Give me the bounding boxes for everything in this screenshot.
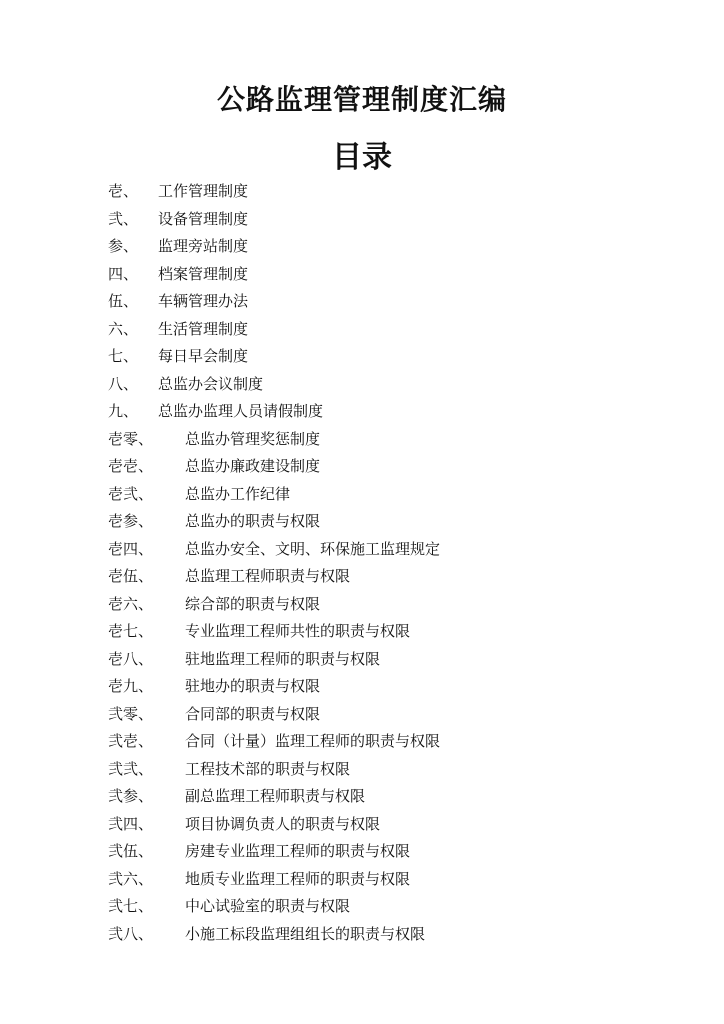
toc-entry-title: 合同部的职责与权限 xyxy=(185,704,321,723)
toc-entry-number: 壱弐、 xyxy=(108,484,154,503)
toc-entry-title: 专业监理工程师共性的职责与权限 xyxy=(185,622,411,640)
toc-entry-number: 弐八、 xyxy=(108,924,154,943)
toc-entry-title: 地质专业监理工程师的职责与权限 xyxy=(185,869,411,888)
toc-entry[interactable] xyxy=(108,866,440,894)
toc-entry[interactable] xyxy=(108,398,440,426)
toc-entry-number: 九、 xyxy=(108,402,139,420)
toc-entry[interactable] xyxy=(108,426,440,454)
toc-entry-title: 每日早会制度 xyxy=(158,347,249,365)
toc-entry-title: 副总监理工程师职责与权限 xyxy=(185,787,366,805)
toc-entry-number: 弐零、 xyxy=(108,704,154,723)
document-title: 公路监理管理制度汇编 xyxy=(216,83,507,116)
toc-entry[interactable] xyxy=(108,838,440,866)
toc-entry-title: 监理旁站制度 xyxy=(158,237,249,255)
toc-entry[interactable] xyxy=(108,563,440,591)
toc-entry[interactable] xyxy=(108,536,440,564)
toc-entry-number: 壱壱、 xyxy=(108,457,154,475)
toc-entry[interactable] xyxy=(108,343,440,371)
toc-entry[interactable] xyxy=(108,233,440,261)
toc-entry-number: 伍、 xyxy=(108,292,139,310)
toc-entry[interactable] xyxy=(108,508,440,536)
toc-entry[interactable] xyxy=(108,261,440,289)
toc-entry[interactable] xyxy=(108,288,440,316)
toc-entry-number: 壱四、 xyxy=(108,539,154,558)
toc-entry-title: 生活管理制度 xyxy=(158,319,249,338)
toc-entry-title: 设备管理制度 xyxy=(158,209,249,228)
toc-entry-number: 四、 xyxy=(108,264,139,283)
toc-entry[interactable] xyxy=(108,646,440,674)
toc-entry-number: 弐七、 xyxy=(108,897,154,915)
toc-entry-number: 壱参、 xyxy=(108,512,154,530)
toc-entry-title: 小施工标段监理组组长的职责与权限 xyxy=(185,924,426,943)
toc-entry[interactable] xyxy=(108,893,440,921)
toc-entry-title: 工作管理制度 xyxy=(158,182,249,200)
toc-entry-title: 合同（计量）监理工程师的职责与权限 xyxy=(185,732,441,750)
toc-entry[interactable] xyxy=(108,728,440,756)
toc-entry[interactable] xyxy=(108,453,440,481)
toc-entry[interactable] xyxy=(108,618,440,646)
toc-entry-number: 弐四、 xyxy=(108,814,154,833)
toc-entry-number: 弐壱、 xyxy=(108,732,154,750)
toc-entry[interactable] xyxy=(108,701,440,729)
toc-entry[interactable] xyxy=(108,371,440,399)
toc-entry[interactable] xyxy=(108,673,440,701)
toc-entry[interactable] xyxy=(108,206,440,234)
toc-heading: 目录 xyxy=(332,140,392,175)
toc-entry-number: 壱九、 xyxy=(108,677,154,695)
toc-entry-number: 弐六、 xyxy=(108,869,154,888)
toc-entry-number: 壱伍、 xyxy=(108,567,154,585)
toc-entry-title: 中心试验室的职责与权限 xyxy=(185,897,351,915)
toc-entry[interactable] xyxy=(108,921,440,949)
toc-entry-title: 总监理工程师职责与权限 xyxy=(185,567,351,585)
toc-entry[interactable] xyxy=(108,316,440,344)
toc-entry[interactable] xyxy=(108,591,440,619)
toc-entry[interactable] xyxy=(108,178,440,206)
toc-entry-title: 档案管理制度 xyxy=(158,264,249,283)
toc-entry-title: 车辆管理办法 xyxy=(158,292,249,310)
toc-entry-title: 总监办工作纪律 xyxy=(185,484,291,503)
toc-entry-title: 总监办会议制度 xyxy=(158,374,264,393)
toc-entry-number: 壱八、 xyxy=(108,649,154,668)
toc-entry-number: 壱六、 xyxy=(108,594,154,613)
toc-entry[interactable] xyxy=(108,783,440,811)
toc-entry-number: 六、 xyxy=(108,319,139,338)
toc-entry-number: 弐伍、 xyxy=(108,842,154,860)
toc-entry-title: 总监办安全、文明、环保施工监理规定 xyxy=(185,539,441,558)
toc-entry-title: 总监办廉政建设制度 xyxy=(185,457,321,475)
toc-entry[interactable] xyxy=(108,811,440,839)
toc-entry-number: 八、 xyxy=(108,374,139,393)
toc-entry-title: 驻地办的职责与权限 xyxy=(185,677,321,695)
toc-entry-title: 总监办的职责与权限 xyxy=(185,512,321,530)
toc-entry-number: 参、 xyxy=(108,237,139,255)
toc-entry[interactable] xyxy=(108,756,440,784)
toc-entry-title: 房建专业监理工程师的职责与权限 xyxy=(185,842,411,860)
toc-entry[interactable] xyxy=(108,481,440,509)
toc-entry-title: 总监办管理奖惩制度 xyxy=(185,429,321,448)
table-of-contents xyxy=(108,178,440,948)
toc-entry-number: 七、 xyxy=(108,347,139,365)
toc-entry-number: 弐、 xyxy=(108,209,139,228)
toc-entry-title: 驻地监理工程师的职责与权限 xyxy=(185,649,381,668)
toc-entry-number: 弐弐、 xyxy=(108,759,154,778)
toc-entry-number: 弐参、 xyxy=(108,787,154,805)
toc-entry-title: 项目协调负责人的职责与权限 xyxy=(185,814,381,833)
toc-entry-title: 工程技术部的职责与权限 xyxy=(185,759,351,778)
toc-entry-number: 壱零、 xyxy=(108,429,154,448)
toc-entry-number: 壱、 xyxy=(108,182,139,200)
toc-entry-title: 总监办监理人员请假制度 xyxy=(158,402,324,420)
toc-entry-title: 综合部的职责与权限 xyxy=(185,594,321,613)
toc-entry-number: 壱七、 xyxy=(108,622,154,640)
